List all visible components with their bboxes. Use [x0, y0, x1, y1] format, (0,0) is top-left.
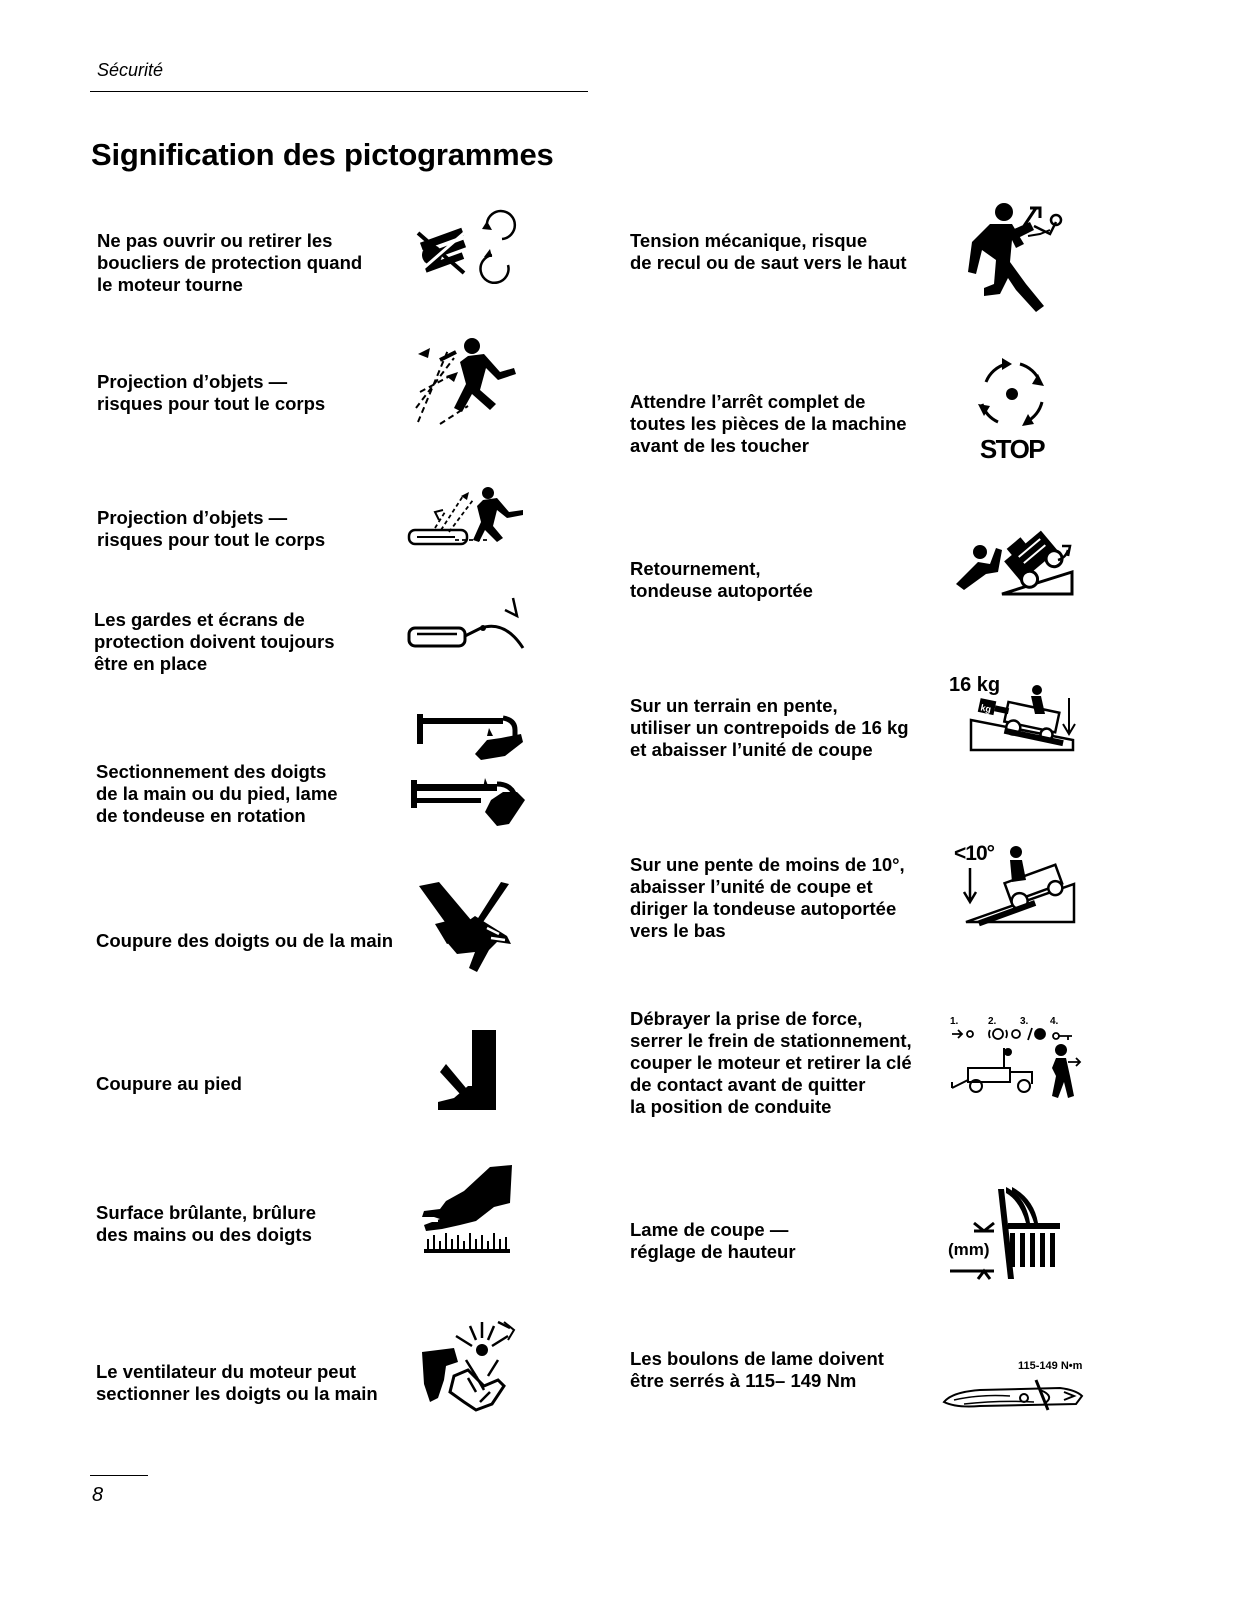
page-number: 8 — [92, 1484, 104, 1506]
rotating-shield-icon — [412, 205, 522, 295]
engine-fan-icon — [418, 1318, 518, 1418]
caption-left-3: Projection d’objets — risques pour tout le corps — [97, 507, 326, 550]
thrown-objects-icon — [410, 332, 525, 427]
step-2-label: 2. — [988, 1016, 997, 1027]
stop-label: STOP — [979, 434, 1045, 464]
page-title: Signification des pictogrammes — [91, 137, 554, 172]
thrown-objects-deck-icon — [405, 482, 530, 552]
caption-right-4: Sur un terrain en pente, utiliser un contrepoids de 16 kg et abaisser l’unité de coupe — [630, 695, 909, 760]
torque-label: 115-149 N•m — [1018, 1360, 1083, 1372]
blade-hand-foot-icon — [405, 708, 530, 833]
caption-left-2: Projection d’objets — risques pour tout le corps — [97, 371, 326, 414]
hand-cut-icon — [415, 880, 520, 980]
stop-rotating-icon — [962, 352, 1062, 464]
blade-torque-icon — [940, 1352, 1090, 1412]
foot-cut-icon — [432, 1028, 502, 1116]
step-4-label: 4. — [1050, 1016, 1059, 1027]
running-header: Sécurité — [97, 60, 164, 80]
step-3-label: 3. — [1020, 1016, 1029, 1027]
caption-right-2: Attendre l’arrêt complet de toutes les pièces de la machine avant de les toucher — [630, 391, 907, 456]
caption-right-6: Débrayer la prise de force, serrer le frein de stationnement, couper le moteur et retirer la clé de contact avant de quitter la position de conduite — [630, 1008, 912, 1117]
step-1-label: 1. — [950, 1016, 959, 1027]
caption-right-1: Tension mécanique, risque de recul ou de saut vers le haut — [630, 230, 907, 273]
caption-left-8: Surface brûlante, brûlure des mains ou des doigts — [96, 1202, 316, 1245]
cutting-height-icon — [946, 1183, 1066, 1283]
caption-left-5: Sectionnement des doigts de la main ou du pied, lame de tondeuse en rotation — [96, 761, 338, 826]
leave-seat-steps-icon — [948, 1012, 1083, 1102]
caption-left-1: Ne pas ouvrir ou retirer les boucliers de protection quand le moteur tourne — [97, 230, 363, 295]
caption-left-9: Le ventilateur du moteur peut sectionner les doigts ou la main — [96, 1361, 378, 1404]
caption-left-6: Coupure des doigts ou de la main — [96, 930, 394, 951]
rollover-icon — [950, 528, 1075, 603]
deflector-guard-icon — [405, 592, 530, 657]
footer-rule — [90, 1475, 148, 1476]
weight-label: 16 kg — [949, 674, 1001, 696]
caption-right-5: Sur une pente de moins de 10°, abaisser l’unité de coupe et diriger la tondeuse autoportée vers le bas — [630, 854, 905, 941]
caption-left-4: Les gardes et écrans de protection doivent toujours être en place — [94, 609, 335, 674]
slope-10-icon — [952, 838, 1077, 928]
header-rule — [90, 91, 588, 92]
hot-surface-icon — [420, 1163, 515, 1258]
spring-recoil-icon — [960, 200, 1070, 315]
caption-right-7: Lame de coupe — réglage de hauteur — [630, 1219, 796, 1262]
caption-right-8: Les boulons de lame doivent être serrés à 115– 149 Nm — [630, 1348, 884, 1391]
caption-right-3: Retournement, tondeuse autoportée — [630, 558, 813, 601]
counterweight-slope-icon — [945, 670, 1080, 755]
counterweight-kg-label: kg — [979, 702, 993, 715]
caption-left-7: Coupure au pied — [96, 1073, 242, 1094]
slope-angle-label: <10° — [954, 842, 995, 865]
height-unit-label: (mm) — [948, 1240, 990, 1259]
